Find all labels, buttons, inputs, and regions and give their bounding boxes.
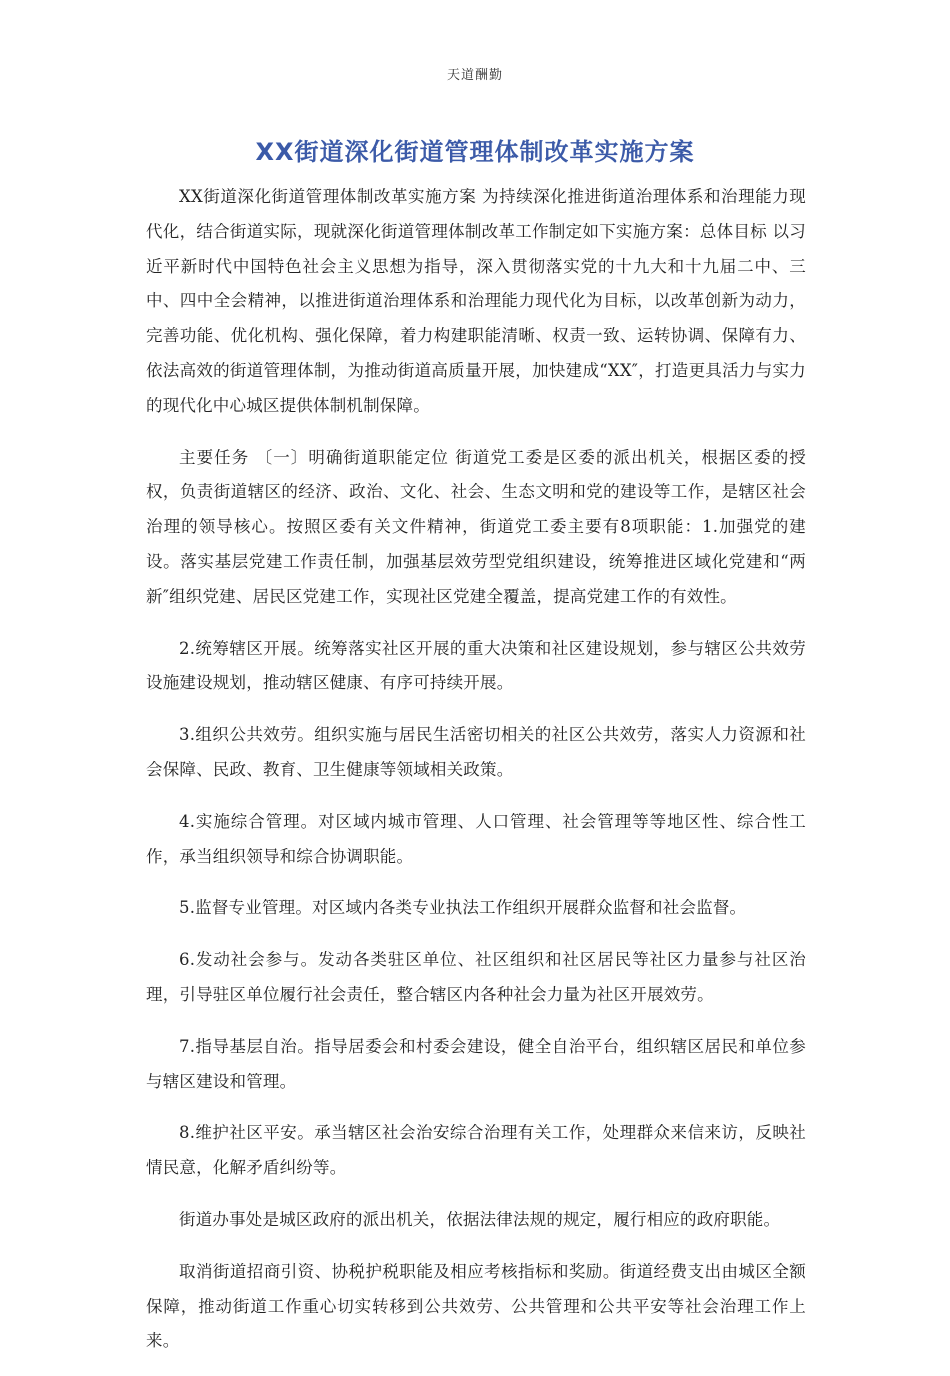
paragraph: 8.维护社区平安。承当辖区社会治安综合治理有关工作，处理群众来信来访，反映社情民意，化解矛盾纠纷等。 xyxy=(146,1123,806,1178)
page-header: 天道酬勤 xyxy=(446,68,503,83)
paragraph: 街道办事处是城区政府的派出机关，依据法律法规的规定，履行相应的政府职能。 xyxy=(179,1209,781,1229)
paragraph: 6.发动社会参与。发动各类驻区单位、社区组织和社区居民等社区力量参与社区治理，引导驻区单位履行社会责任，整合辖区内各种社会力量为社区开展效劳。 xyxy=(146,950,806,1004)
paragraph: 7.指导基层自治。指导居委会和村委会建设，健全自治平台，组织辖区居民和单位参与辖区建设和管理。 xyxy=(146,1036,806,1091)
document-title: XX街道深化街道管理体制改革实施方案 xyxy=(255,138,695,166)
paragraph: 取消街道招商引资、协税护税职能及相应考核指标和奖励。街道经费支出由城区全额保障，推动街道工作重心切实转移到公共效劳、公共管理和公共平安等社会治理工作上来。 xyxy=(146,1261,806,1351)
paragraph: 2.统筹辖区开展。统筹落实社区开展的重大决策和社区建设规划，参与辖区公共效劳设施建设规划，推动辖区健康、有序可持续开展。 xyxy=(146,638,806,693)
paragraph: XX街道深化街道管理体制改革实施方案 为持续深化推进街道治理体系和治理能力现代化，结合街道实际，现就深化街道管理体制改革工作制定如下实施方案：总体目标 以习近平新时代中国特色社会主义思想为指导，深入贯彻落实党的十九大和十九届二中、三中、四中全会精神，以推进街道治理体系和治理能力现代化为目标，以改革创新为动力，完善功能、优化机构、强化保障，着力构建职能清晰、权责一致、运转协调、保障有力、依法高效的街道管理体制，为推动街道高质量开展，加快建成“XX″，打造更具活力与实力的现代化中心城区提供体制机制保障。 xyxy=(146,187,806,415)
paragraph: 3.组织公共效劳。组织实施与居民生活密切相关的社区公共效劳，落实人力资源和社会保障、民政、教育、卫生健康等领域相关政策。 xyxy=(146,725,806,779)
paragraph: 主要任务 〔一〕明确街道职能定位 街道党工委是区委的派出机关，根据区委的授权，负责街道辖区的经济、政治、文化、社会、生态文明和党的建设等工作，是辖区社会治理的领导核心。按照区委有关文件精神，街道党工委主要有8项职能：1.加强党的建设。落实基层党建工作责任制，加强基层效劳型党组织建设，统筹推进区域化党建和“两新″组织党建、居民区党建工作，实现社区党建全覆盖，提高党建工作的有效性。 xyxy=(146,447,806,606)
document-body xyxy=(146,180,806,1376)
paragraph: 5.监督专业管理。对区域内各类专业执法工作组织开展群众监督和社会监督。 xyxy=(179,898,747,918)
paragraph: 4.实施综合管理。对区域内城市管理、人口管理、社会管理等等地区性、综合性工作，承当组织领导和综合协调职能。 xyxy=(146,811,806,866)
